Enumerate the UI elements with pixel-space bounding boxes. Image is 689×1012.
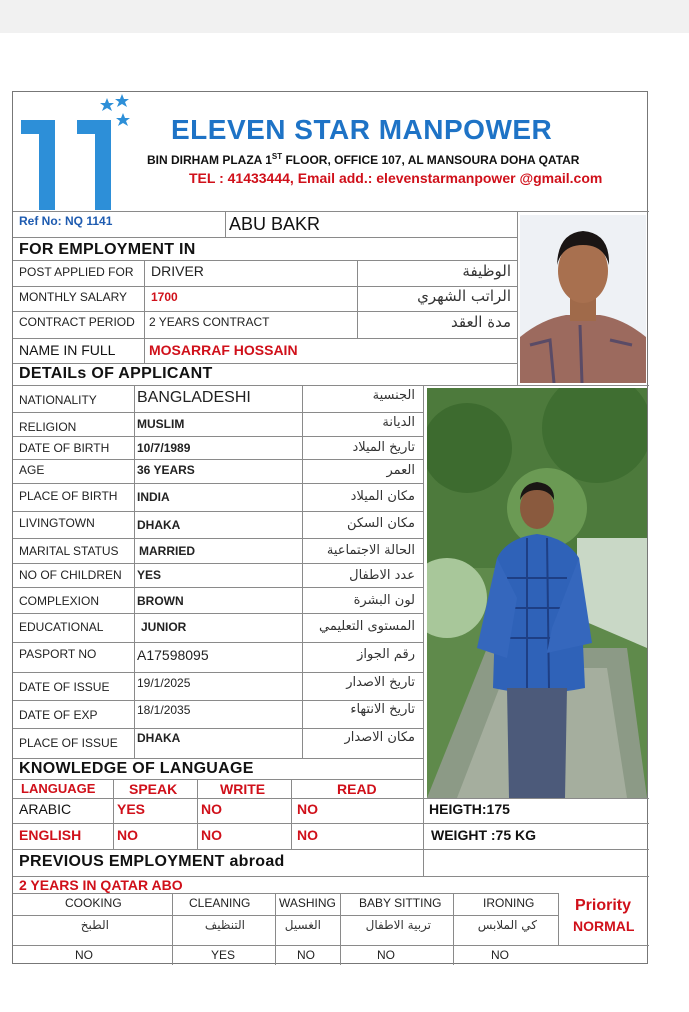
religion-value: MUSLIM	[137, 417, 185, 431]
previous-employment-title: PREVIOUS EMPLOYMENT abroad	[19, 853, 285, 870]
dob-arabic: تاريخ الميلاد	[352, 440, 415, 455]
date-of-issue-label: DATE OF ISSUE	[19, 680, 110, 694]
post-applied-arabic: الوظيفة	[462, 262, 511, 280]
post-applied-label: POST APPLIED FOR	[19, 265, 134, 279]
marital-status-label: MARITAL STATUS	[19, 544, 119, 558]
place-of-issue-arabic: مكان الاصدار	[344, 730, 415, 745]
skill-cooking-arabic: الطبخ	[80, 918, 109, 932]
date-of-exp-arabic: تاريخ الانتهاء	[350, 702, 415, 717]
company-name: ELEVEN STAR MANPOWER	[171, 114, 553, 145]
marital-status-value: MARRIED	[139, 544, 195, 558]
date-of-issue-value: 19/1/2025	[137, 676, 191, 690]
livingtown-label: LIVINGTOWN	[19, 516, 95, 530]
post-applied-value: DRIVER	[151, 263, 204, 279]
company-address	[147, 153, 579, 166]
full-name-label: NAME IN FULL	[19, 342, 116, 358]
weight-value: WEIGHT :75 KG	[431, 827, 537, 843]
age-arabic: العمر	[386, 463, 415, 478]
educational-arabic: المستوى التعليمي	[319, 619, 415, 634]
star-icon	[100, 98, 114, 111]
company-logo	[19, 94, 139, 210]
dob-value: 10/7/1989	[137, 441, 191, 455]
skill-baby-sitting-value: NO	[377, 948, 395, 962]
details-section-title: DETAILs OF APPLICANT	[19, 365, 213, 382]
place-of-issue-label: PLACE OF ISSUE	[19, 736, 118, 750]
language-header-write: WRITE	[220, 781, 266, 797]
applicant-name: ABU BAKR	[229, 214, 321, 234]
language-english-speak: NO	[117, 827, 138, 843]
educational-value: JUNIOR	[141, 620, 187, 634]
skill-ironing-name: IRONING	[483, 896, 535, 910]
company-contact: TEL : 41433444, Email add.: elevenstarmanpower @gmail.com	[189, 170, 603, 186]
language-arabic-speak: YES	[117, 801, 146, 817]
marital-status-arabic: الحالة الاجتماعية	[326, 543, 415, 558]
skill-cleaning-arabic: التنظيف	[204, 918, 245, 932]
religion-arabic: الديانة	[382, 415, 415, 430]
language-arabic-read: NO	[297, 801, 318, 817]
place-of-birth-label: PLACE OF BIRTH	[19, 489, 118, 503]
skill-washing-value: NO	[297, 948, 315, 962]
language-arabic-name: ARABIC	[19, 801, 72, 817]
place-of-birth-value: INDIA	[137, 490, 170, 504]
date-of-issue-arabic: تاريخ الاصدار	[346, 675, 415, 690]
nationality-label: NATIONALITY	[19, 393, 97, 407]
place-of-birth-arabic: مكان الميلاد	[350, 489, 415, 504]
priority-label: Priority	[575, 897, 632, 914]
skill-baby-sitting-name: BABY SITTING	[359, 896, 442, 910]
skill-cooking-name: COOKING	[65, 896, 122, 910]
contract-period-value: 2 YEARS CONTRACT	[149, 315, 270, 329]
height-value: HEIGTH:175	[429, 801, 510, 817]
ordinal-suffix: ST	[271, 152, 283, 161]
complexion-arabic: لون البشرة	[353, 593, 415, 608]
children-value: YES	[137, 568, 162, 582]
employment-section-title: FOR EMPLOYMENT IN	[19, 241, 196, 258]
skill-cleaning-value: YES	[211, 948, 236, 962]
logo-number	[19, 94, 20, 95]
religion-label: RELIGION	[19, 420, 77, 434]
applicant-passport-photo	[520, 215, 646, 383]
contract-period-label: CONTRACT PERIOD	[19, 315, 135, 329]
language-arabic-write: NO	[201, 801, 222, 817]
passport-no-label: PASPORT NO	[19, 647, 97, 661]
star-icon	[116, 113, 130, 126]
applicant-full-photo	[427, 388, 647, 798]
date-of-exp-value: 18/1/2035	[137, 703, 191, 717]
educational-label: EDUCATIONAL	[19, 620, 104, 634]
skill-washing-arabic: الغسيل	[284, 918, 321, 932]
age-label: AGE	[19, 463, 45, 477]
children-arabic: عدد الاطفال	[349, 568, 415, 583]
address-text: BIN DIRHAM PLAZA 1ST FLOOR, OFFICE 107, AL MANSOURA DOHA QATAR	[147, 152, 580, 167]
complexion-label: COMPLEXION	[19, 594, 100, 608]
skill-baby-sitting-arabic: تربية الاطفال	[365, 918, 431, 932]
skill-ironing-arabic: كي الملابس	[477, 918, 537, 932]
skill-cooking-value: NO	[75, 948, 93, 962]
monthly-salary-label: MONTHLY SALARY	[19, 290, 128, 304]
star-icon	[115, 94, 129, 107]
language-english-name: ENGLISH	[19, 827, 82, 843]
complexion-value: BROWN	[137, 594, 184, 608]
skill-ironing-value: NO	[491, 948, 509, 962]
dob-label: DATE OF BIRTH	[19, 441, 110, 455]
language-header-read: READ	[337, 781, 377, 797]
place-of-issue-value: DHAKA	[137, 731, 181, 745]
language-header-speak: SPEAK	[129, 781, 178, 797]
skill-cleaning-name: CLEANING	[189, 896, 251, 910]
passport-no-value: A17598095	[137, 647, 209, 663]
date-of-exp-label: DATE OF EXP	[19, 708, 98, 722]
skill-washing-name: WASHING	[279, 896, 336, 910]
language-header-language: LANGUAGE	[21, 781, 96, 796]
ref-number: Ref No: NQ 1141	[19, 214, 113, 228]
previous-employment-detail: 2 YEARS IN QATAR ABO	[19, 877, 183, 893]
monthly-salary-value: 1700	[151, 290, 178, 304]
age-value: 36 YEARS	[137, 463, 195, 477]
children-label: NO OF CHILDREN	[19, 568, 122, 582]
priority-value: NORMAL	[573, 918, 635, 934]
language-english-write: NO	[201, 827, 222, 843]
passport-no-arabic: رقم الجواز	[357, 647, 415, 662]
language-english-read: NO	[297, 827, 318, 843]
full-name-value: MOSARRAF HOSSAIN	[149, 342, 298, 358]
livingtown-value: DHAKA	[137, 518, 181, 532]
livingtown-arabic: مكان السكن	[346, 516, 415, 531]
cv-document	[12, 91, 648, 964]
viewer-top-bar	[0, 0, 689, 33]
nationality-value: BANGLADESHI	[137, 389, 251, 406]
contract-period-arabic: مدة العقد	[451, 313, 511, 331]
nationality-arabic: الجنسية	[372, 388, 415, 403]
language-section-title: KNOWLEDGE OF LANGUAGE	[19, 760, 254, 777]
monthly-salary-arabic: الراتب الشهري	[417, 287, 511, 305]
